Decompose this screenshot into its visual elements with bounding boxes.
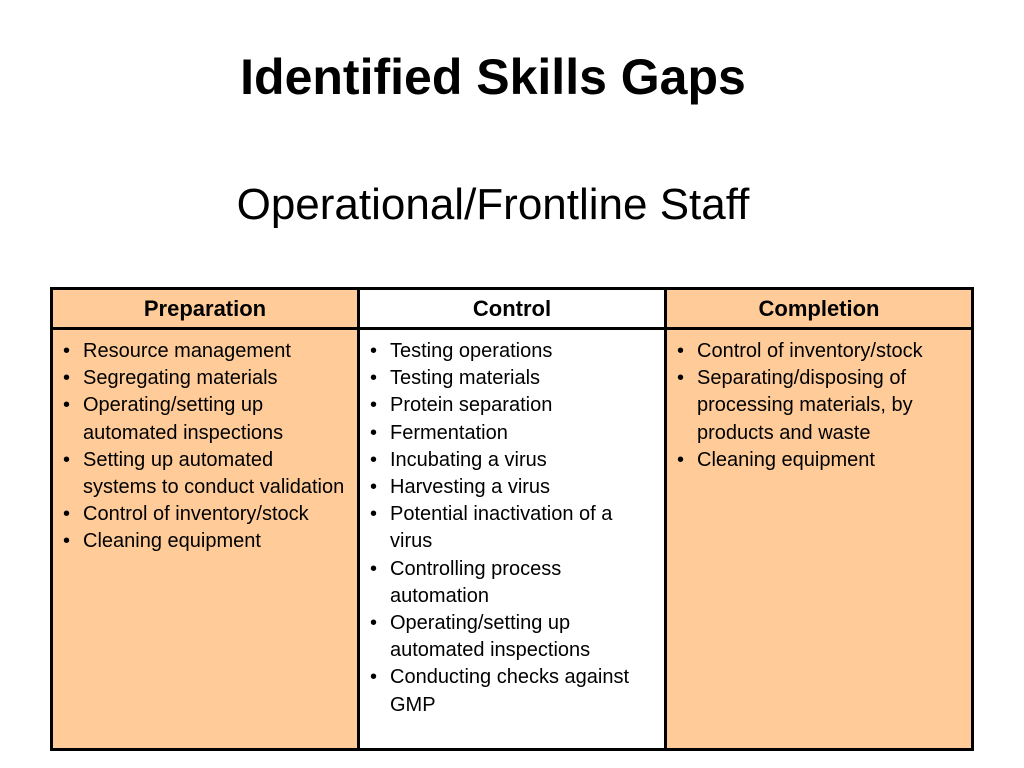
list-item: • Control of inventory/stock bbox=[675, 338, 965, 365]
list-item: • Separating/disposing of processing materials, by products and waste bbox=[675, 365, 965, 447]
list-item: • Control of inventory/stock bbox=[61, 501, 351, 528]
list-item: • Cleaning equipment bbox=[675, 447, 965, 474]
list-item: • Incubating a virus bbox=[368, 447, 658, 474]
list-item: • Testing materials bbox=[368, 365, 658, 392]
list-item: • Operating/setting up automated inspections bbox=[368, 610, 658, 664]
list-item: • Segregating materials bbox=[61, 365, 351, 392]
list-item: • Resource management bbox=[61, 338, 351, 365]
list-item: • Cleaning equipment bbox=[61, 528, 351, 555]
list-item: • Protein separation bbox=[368, 392, 658, 419]
header-control: Control bbox=[359, 289, 666, 329]
slide-title: Identified Skills Gaps bbox=[240, 49, 746, 105]
list-item: • Testing operations bbox=[368, 338, 658, 365]
header-row bbox=[52, 289, 973, 329]
completion-list bbox=[667, 330, 971, 474]
list-item: • Conducting checks against GMP bbox=[368, 664, 658, 718]
skills-gaps-table bbox=[50, 287, 974, 751]
list-item: • Harvesting a virus bbox=[368, 474, 658, 501]
cell-control bbox=[359, 329, 666, 750]
cell-preparation bbox=[52, 329, 359, 750]
cell-completion bbox=[666, 329, 973, 750]
header-preparation: Preparation bbox=[52, 289, 359, 329]
list-item: • Controlling process automation bbox=[368, 556, 658, 610]
list-item: • Setting up automated systems to conduct validation bbox=[61, 447, 351, 501]
header-completion: Completion bbox=[666, 289, 973, 329]
list-item: • Fermentation bbox=[368, 420, 658, 447]
list-item: • Operating/setting up automated inspections bbox=[61, 392, 351, 446]
slide-subtitle: Operational/Frontline Staff bbox=[236, 180, 750, 229]
control-list bbox=[360, 330, 664, 719]
body-row bbox=[52, 329, 973, 750]
list-item: • Potential inactivation of a virus bbox=[368, 501, 658, 555]
preparation-list bbox=[53, 330, 357, 556]
